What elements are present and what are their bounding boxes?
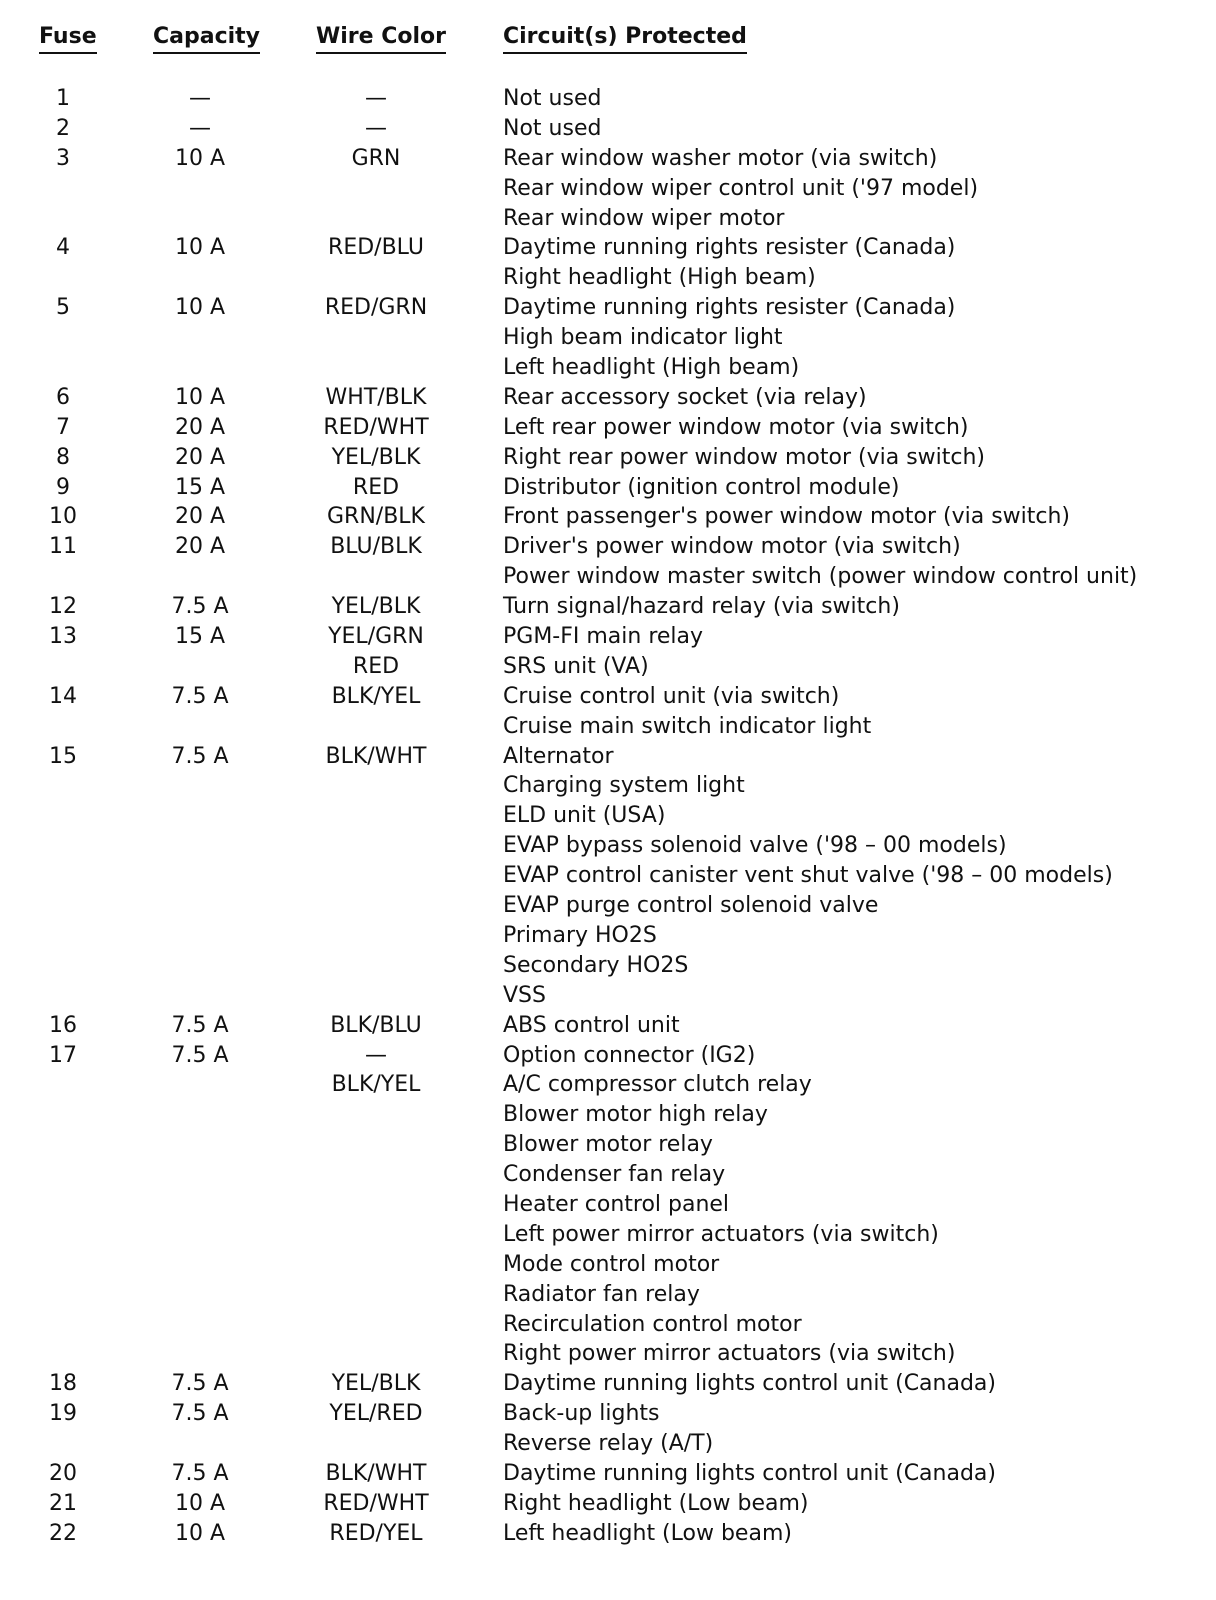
capacity-cell: 10 A: [174, 1520, 226, 1546]
table-row: [0, 204, 1216, 234]
circuit-cell: PGM-FI main relay: [503, 624, 704, 650]
capacity-cell: 10 A: [174, 1490, 226, 1516]
capacity-cell: 7.5 A: [171, 1371, 229, 1397]
circuit-cell: Mode control motor: [503, 1251, 720, 1277]
circuit-cell: EVAP control canister vent shut valve ('98 – 00 models): [503, 863, 1113, 889]
table-row: [0, 1070, 1216, 1100]
wire-color-cell: —: [365, 86, 387, 111]
circuit-cell: Rear window washer motor (via switch): [503, 145, 938, 171]
capacity-cell: 7.5 A: [171, 594, 229, 620]
wire-color-cell: BLK/YEL: [331, 1072, 421, 1098]
table-row: [0, 1310, 1216, 1340]
circuit-cell: Daytime running lights control unit (Canada): [503, 1460, 996, 1486]
circuit-cell: EVAP purge control solenoid valve: [503, 893, 879, 919]
fuse-cell: 1: [56, 86, 70, 111]
circuit-cell: Rear accessory socket (via relay): [503, 384, 867, 410]
circuit-cell: Left rear power window motor (via switch): [503, 414, 969, 440]
table-row: [0, 951, 1216, 981]
table-row: [0, 652, 1216, 682]
table-row: [0, 1280, 1216, 1310]
circuit-cell: Rear window wiper control unit ('97 model): [503, 175, 979, 201]
table-row: [0, 592, 1216, 622]
wire-color-cell: —: [365, 115, 387, 141]
fuse-cell: 9: [56, 474, 70, 500]
circuit-cell: Blower motor relay: [503, 1132, 713, 1158]
wire-color-cell: RED/WHT: [323, 414, 429, 440]
table-row: [0, 861, 1216, 891]
table-row: [0, 1429, 1216, 1459]
capacity-cell: 10 A: [174, 145, 226, 171]
circuit-cell: VSS: [503, 982, 546, 1008]
capacity-cell: 15 A: [174, 474, 226, 500]
table-row: [0, 383, 1216, 413]
circuit-cell: Blower motor high relay: [503, 1102, 768, 1128]
circuit-cell: Right headlight (High beam): [503, 265, 816, 291]
capacity-cell: 20 A: [174, 534, 226, 560]
circuit-cell: SRS unit (VA): [503, 653, 649, 679]
table-row: [0, 1459, 1216, 1489]
circuit-cell: ELD unit (USA): [503, 803, 666, 829]
table-row: [0, 263, 1216, 293]
circuit-cell: ABS control unit: [503, 1012, 680, 1038]
capacity-cell: 20 A: [174, 414, 226, 440]
wire-color-cell: BLK/YEL: [331, 683, 421, 709]
fuse-cell: 4: [56, 235, 70, 261]
capacity-cell: —: [189, 86, 211, 111]
circuit-cell: Right headlight (Low beam): [503, 1490, 809, 1516]
table-row: [0, 1160, 1216, 1190]
table-row: [0, 1100, 1216, 1130]
table-row: [0, 742, 1216, 772]
circuit-cell: Right power mirror actuators (via switch): [503, 1341, 956, 1367]
table-row: [0, 1399, 1216, 1429]
table-row: [0, 1190, 1216, 1220]
circuit-cell: Reverse relay (A/T): [503, 1431, 714, 1457]
fuse-cell: 16: [49, 1012, 77, 1038]
table-row: [0, 831, 1216, 861]
circuit-cell: Rear window wiper motor: [503, 205, 785, 231]
table-row: [0, 84, 1216, 114]
table-row: [0, 1220, 1216, 1250]
wire-color-cell: RED/BLU: [328, 235, 424, 261]
fuse-cell: 2: [56, 115, 70, 141]
circuit-cell: Back-up lights: [503, 1401, 660, 1427]
circuit-cell: Secondary HO2S: [503, 952, 689, 978]
wire-color-cell: RED: [352, 474, 400, 500]
table-row: [0, 1519, 1216, 1549]
circuit-cell: Right rear power window motor (via switch): [503, 444, 986, 470]
table-header: [0, 22, 1216, 56]
fuse-cell: 6: [56, 384, 70, 410]
wire-color-cell: BLK/WHT: [325, 1460, 427, 1486]
fuse-cell: 3: [56, 145, 70, 171]
wire-color-cell: YEL/GRN: [328, 624, 424, 650]
circuit-cell: Distributor (ignition control module): [503, 474, 900, 500]
circuit-cell: Primary HO2S: [503, 922, 657, 948]
circuit-cell: A/C compressor clutch relay: [503, 1072, 812, 1098]
table-row: [0, 1130, 1216, 1160]
circuit-cell: Cruise control unit (via switch): [503, 683, 840, 709]
wire-color-cell: YEL/RED: [329, 1401, 423, 1427]
circuit-cell: Power window master switch (power window control unit): [503, 564, 1138, 590]
capacity-cell: 10 A: [174, 295, 226, 321]
circuit-cell: Not used: [503, 115, 602, 141]
circuit-cell: Driver's power window motor (via switch): [503, 534, 961, 560]
wire-color-cell: RED/GRN: [324, 295, 428, 321]
table-row: [0, 622, 1216, 652]
circuit-cell: Left headlight (High beam): [503, 355, 800, 381]
table-row: [0, 353, 1216, 383]
header-capacity: Capacity: [153, 22, 260, 54]
header-fuse: Fuse: [39, 22, 97, 54]
table-row: [0, 891, 1216, 921]
wire-color-cell: RED: [352, 653, 400, 679]
circuit-cell: Option connector (IG2): [503, 1042, 756, 1068]
circuit-cell: Cruise main switch indicator light: [503, 713, 872, 739]
table-row: [0, 801, 1216, 831]
table-row: [0, 502, 1216, 532]
circuit-cell: Left headlight (Low beam): [503, 1520, 792, 1546]
circuit-cell: Condenser fan relay: [503, 1162, 726, 1188]
table-row: [0, 1339, 1216, 1369]
capacity-cell: 15 A: [174, 624, 226, 650]
fuse-cell: 7: [56, 414, 70, 440]
wire-color-cell: GRN/BLK: [327, 504, 425, 530]
fuse-cell: 22: [49, 1520, 77, 1546]
table-row: [0, 1011, 1216, 1041]
table-row: [0, 1489, 1216, 1519]
circuit-cell: Turn signal/hazard relay (via switch): [503, 594, 900, 620]
circuit-cell: High beam indicator light: [503, 325, 783, 351]
fuse-cell: 12: [49, 594, 77, 620]
circuit-cell: Front passenger's power window motor (via switch): [503, 504, 1071, 530]
fuse-cell: 13: [49, 624, 77, 650]
table-row: [0, 473, 1216, 503]
fuse-cell: 10: [49, 504, 77, 530]
wire-color-cell: YEL/BLK: [331, 444, 421, 470]
wire-color-cell: RED/WHT: [323, 1490, 429, 1516]
fuse-cell: 14: [49, 683, 77, 709]
capacity-cell: 7.5 A: [171, 1012, 229, 1038]
table-row: [0, 981, 1216, 1011]
table-row: [0, 532, 1216, 562]
table-row: [0, 562, 1216, 592]
capacity-cell: 7.5 A: [171, 1042, 229, 1068]
circuit-cell: EVAP bypass solenoid valve ('98 – 00 models): [503, 833, 1007, 859]
table-row: [0, 114, 1216, 144]
wire-color-cell: BLK/BLU: [330, 1012, 422, 1038]
fuse-cell: 5: [56, 295, 70, 321]
circuit-cell: Daytime running rights resister (Canada): [503, 235, 956, 261]
circuit-cell: Alternator: [503, 743, 614, 769]
table-row: [0, 1369, 1216, 1399]
table-body: [0, 84, 1216, 1549]
capacity-cell: 7.5 A: [171, 683, 229, 709]
table-row: [0, 144, 1216, 174]
wire-color-cell: WHT/BLK: [325, 384, 427, 410]
table-row: [0, 323, 1216, 353]
capacity-cell: 7.5 A: [171, 743, 229, 769]
circuit-cell: Charging system light: [503, 773, 745, 799]
wire-color-cell: YEL/BLK: [331, 594, 421, 620]
circuit-cell: Daytime running rights resister (Canada): [503, 295, 956, 321]
table-row: [0, 443, 1216, 473]
capacity-cell: 10 A: [174, 384, 226, 410]
capacity-cell: 20 A: [174, 444, 226, 470]
circuit-cell: Radiator fan relay: [503, 1281, 700, 1307]
fuse-cell: 21: [49, 1490, 77, 1516]
fuse-cell: 18: [49, 1371, 77, 1397]
wire-color-cell: —: [365, 1042, 387, 1068]
table-row: [0, 413, 1216, 443]
fuse-cell: 19: [49, 1401, 77, 1427]
fuse-cell: 20: [49, 1460, 77, 1486]
table-row: [0, 233, 1216, 263]
wire-color-cell: RED/YEL: [329, 1520, 423, 1546]
table-row: [0, 771, 1216, 801]
table-row: [0, 174, 1216, 204]
capacity-cell: —: [189, 115, 211, 141]
table-row: [0, 712, 1216, 742]
fuse-cell: 17: [49, 1042, 77, 1068]
fuse-cell: 8: [56, 444, 70, 470]
wire-color-cell: BLK/WHT: [325, 743, 427, 769]
wire-color-cell: GRN: [351, 145, 401, 171]
capacity-cell: 7.5 A: [171, 1460, 229, 1486]
table-row: [0, 293, 1216, 323]
fuse-cell: 15: [49, 743, 77, 769]
table-row: [0, 1250, 1216, 1280]
wire-color-cell: YEL/BLK: [331, 1371, 421, 1397]
capacity-cell: 20 A: [174, 504, 226, 530]
circuit-cell: Recirculation control motor: [503, 1311, 802, 1337]
circuit-cell: Not used: [503, 86, 602, 111]
header-circuits: Circuit(s) Protected: [503, 22, 747, 54]
circuit-cell: Heater control panel: [503, 1191, 730, 1217]
table-row: [0, 921, 1216, 951]
capacity-cell: 7.5 A: [171, 1401, 229, 1427]
table-row: [0, 1041, 1216, 1071]
capacity-cell: 10 A: [174, 235, 226, 261]
header-wire-color: Wire Color: [316, 22, 446, 54]
circuit-cell: Left power mirror actuators (via switch): [503, 1221, 939, 1247]
fuse-cell: 11: [49, 534, 77, 560]
circuit-cell: Daytime running lights control unit (Canada): [503, 1371, 996, 1397]
wire-color-cell: BLU/BLK: [330, 534, 422, 560]
table-row: [0, 682, 1216, 712]
